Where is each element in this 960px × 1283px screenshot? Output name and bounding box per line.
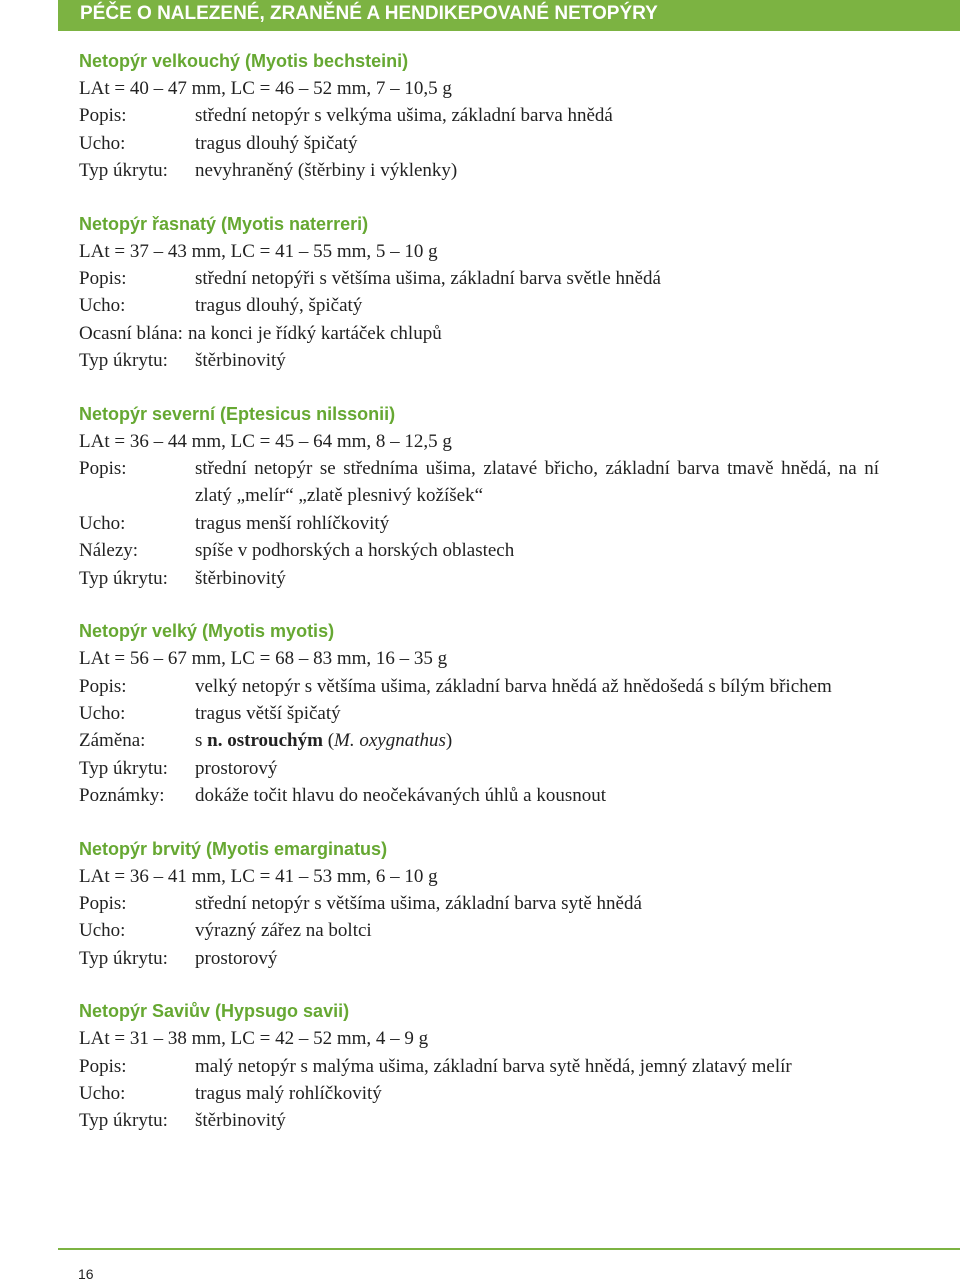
species-measurements: LAt = 36 – 44 mm, LC = 45 – 64 mm, 8 – 12,5 g bbox=[79, 430, 452, 452]
species-entry bbox=[79, 211, 879, 375]
attribute-value-part: n. ostrouchým bbox=[207, 730, 323, 752]
species-measurements: LAt = 36 – 41 mm, LC = 41 – 53 mm, 6 – 10 g bbox=[79, 865, 438, 887]
attribute-value: nevyhraněný (štěrbiny i výklenky) bbox=[195, 160, 458, 182]
attribute-row bbox=[79, 320, 879, 347]
attribute-value: dokáže točit hlavu do neočekávaných úhlů a kousnout bbox=[195, 785, 607, 807]
attribute-row bbox=[79, 755, 879, 782]
attribute-value: střední netopýr se středníma ušima, zlatavé břicho, základní barva tmavě hnědá, na ní zlatý „melír“ „zlatě plesnivý kožíšek“ bbox=[195, 458, 879, 507]
species-title: Netopýr řasnatý (Myotis naterreri) bbox=[79, 213, 369, 234]
attribute-label: Ocasní blána: bbox=[79, 322, 183, 344]
attribute-value: střední netopýr s velkýma ušima, základní barva hnědá bbox=[195, 105, 613, 127]
attribute-row bbox=[79, 157, 879, 184]
attribute-row bbox=[79, 700, 879, 727]
attribute-label: Nálezy: bbox=[79, 540, 139, 562]
footer-divider bbox=[58, 1248, 960, 1250]
attribute-row bbox=[79, 945, 879, 972]
page-number: 16 bbox=[78, 1266, 94, 1282]
attribute-label: Typ úkrytu: bbox=[79, 567, 168, 589]
attribute-row bbox=[79, 265, 879, 292]
attribute-row bbox=[79, 917, 879, 944]
attribute-row bbox=[79, 565, 879, 592]
attribute-row bbox=[79, 292, 879, 319]
attribute-label: Záměna: bbox=[79, 730, 146, 752]
attribute-row bbox=[79, 1053, 879, 1080]
attribute-label: Ucho: bbox=[79, 920, 126, 942]
species-list bbox=[79, 48, 879, 1161]
attribute-row bbox=[79, 727, 879, 754]
attribute-value: prostorový bbox=[195, 947, 278, 969]
attribute-row bbox=[79, 890, 879, 917]
attribute-value: tragus menší rohlíčkovitý bbox=[195, 512, 390, 534]
attribute-row bbox=[79, 673, 879, 700]
attribute-label: Typ úkrytu: bbox=[79, 350, 168, 372]
attribute-value: výrazný zářez na boltci bbox=[195, 920, 372, 942]
attribute-label: Typ úkrytu: bbox=[79, 757, 168, 779]
attribute-label: Popis: bbox=[79, 105, 127, 127]
species-measurements: LAt = 37 – 43 mm, LC = 41 – 55 mm, 5 – 10 g bbox=[79, 240, 438, 262]
attribute-label: Typ úkrytu: bbox=[79, 160, 168, 182]
attribute-value-part: ) bbox=[445, 730, 453, 752]
attribute-label: Popis: bbox=[79, 268, 127, 290]
species-entry bbox=[79, 998, 879, 1135]
attribute-label: Popis: bbox=[79, 892, 127, 914]
species-title: Netopýr velkouchý (Myotis bechsteini) bbox=[79, 51, 409, 71]
species-measurements: LAt = 56 – 67 mm, LC = 68 – 83 mm, 16 – 35 g bbox=[79, 648, 448, 670]
page-header-title: PÉČE O NALEZENÉ, ZRANĚNÉ A HENDIKEPOVANÉ NETOPÝRY bbox=[80, 3, 658, 24]
attribute-row bbox=[79, 1107, 879, 1134]
attribute-value: velký netopýr s většíma ušima, základní barva hnědá až hnědošedá s bílým břichem bbox=[195, 675, 832, 697]
attribute-label: Ucho: bbox=[79, 132, 126, 154]
attribute-value: tragus malý rohlíčkovitý bbox=[195, 1082, 382, 1104]
attribute-row bbox=[79, 455, 879, 510]
attribute-value: malý netopýr s malýma ušima, základní barva sytě hnědá, jemný zlatavý melír bbox=[195, 1055, 792, 1077]
species-entry bbox=[79, 836, 879, 973]
species-entry bbox=[79, 618, 879, 809]
attribute-value: spíše v podhorských a horských oblastech bbox=[195, 540, 515, 562]
species-title: Netopýr severní (Eptesicus nilssonii) bbox=[79, 403, 396, 424]
attribute-value-part: M. oxygnathus bbox=[334, 730, 446, 752]
attribute-label: Ucho: bbox=[79, 512, 126, 534]
attribute-value: tragus dlouhý špičatý bbox=[195, 132, 358, 154]
species-title: Netopýr velký (Myotis myotis) bbox=[79, 621, 335, 642]
attribute-label: Typ úkrytu: bbox=[79, 947, 168, 969]
attribute-value: štěrbinovitý bbox=[195, 567, 286, 589]
attribute-value: střední netopýr s většíma ušima, základní barva sytě hnědá bbox=[195, 892, 642, 914]
attribute-label: Popis: bbox=[79, 458, 127, 480]
species-measurements: LAt = 31 – 38 mm, LC = 42 – 52 mm, 4 – 9 g bbox=[79, 1028, 429, 1050]
attribute-value-part: s bbox=[195, 730, 208, 752]
attribute-value-part: ( bbox=[322, 730, 335, 752]
attribute-label: Ucho: bbox=[79, 702, 126, 724]
attribute-row bbox=[79, 347, 879, 374]
attribute-value: štěrbinovitý bbox=[195, 1110, 286, 1132]
attribute-label: Popis: bbox=[79, 675, 127, 697]
attribute-row bbox=[79, 102, 879, 129]
attribute-value: štěrbinovitý bbox=[195, 350, 286, 372]
species-title: Netopýr Saviův (Hypsugo savii) bbox=[79, 1001, 350, 1022]
attribute-row bbox=[79, 510, 879, 537]
attribute-row bbox=[79, 130, 879, 157]
attribute-value: střední netopýři s většíma ušima, základní barva světle hnědá bbox=[195, 268, 661, 290]
attribute-row bbox=[79, 782, 879, 809]
attribute-label: Popis: bbox=[79, 1055, 127, 1077]
species-title: Netopýr brvitý (Myotis emarginatus) bbox=[79, 838, 388, 859]
attribute-row bbox=[79, 1080, 879, 1107]
attribute-label: Typ úkrytu: bbox=[79, 1110, 168, 1132]
species-entry bbox=[79, 48, 879, 185]
species-measurements: LAt = 40 – 47 mm, LC = 46 – 52 mm, 7 – 10,5 g bbox=[79, 78, 452, 99]
species-entry bbox=[79, 401, 879, 592]
attribute-value: tragus dlouhý, špičatý bbox=[195, 295, 363, 317]
attribute-value bbox=[195, 727, 879, 754]
attribute-label: Poznámky: bbox=[79, 785, 165, 807]
attribute-value: prostorový bbox=[195, 757, 278, 779]
attribute-label: Ucho: bbox=[79, 1082, 126, 1104]
attribute-label: Ucho: bbox=[79, 295, 126, 317]
attribute-row bbox=[79, 537, 879, 564]
attribute-value: tragus větší špičatý bbox=[195, 702, 341, 724]
attribute-value: na konci je řídký kartáček chlupů bbox=[187, 322, 442, 344]
